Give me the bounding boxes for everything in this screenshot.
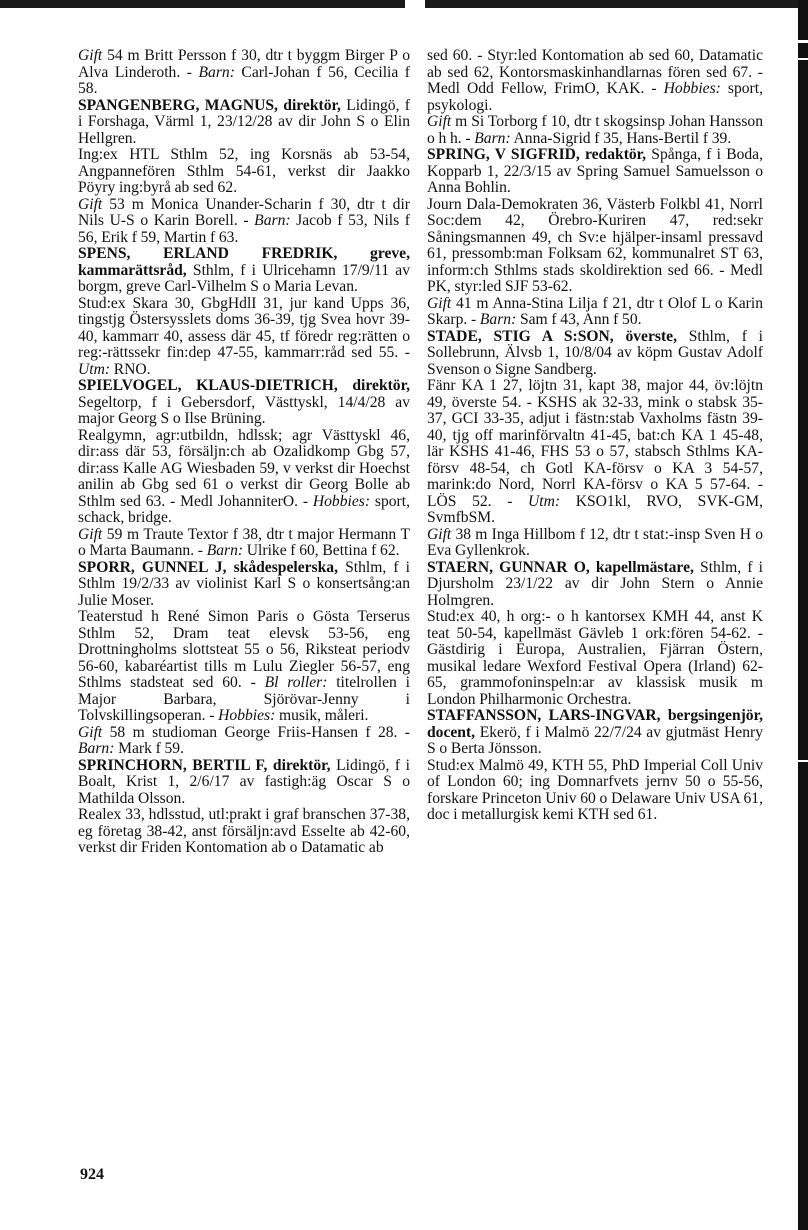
- entry-text: Realex 33, hdlsstud, utl:prakt i graf branschen 37-38, eg företag 38-42, anst försäljn:avd Esselte ab 42-60, verkst dir Friden Kontomation ab o Datamatic ab: [78, 806, 410, 856]
- entry-name-title: STAERN, GUNNAR O, kapellmästare,: [427, 558, 694, 576]
- entry-text: titelrollen i Major Barbara, Sjörövar-Jenny i Tolvskillingsoperan. -: [78, 674, 410, 724]
- entry-text: Teaterstud h René Simon Paris o Gösta Terserus Sthlm 52, Dram teat elevsk 53-56, eng Drottningholms slottsteat 55 o 56, Riksteat periodv 56-60, kabaréartist tills m Lulu Ziegler 56-57, eng Sthlms stadsteat sed 60. -: [78, 608, 410, 691]
- entry-name-title: SPORR, GUNNEL J, skådespelerska,: [78, 558, 338, 576]
- entry-text: Sthlm, f i Ulricehamn 17/9/11 av borgm, greve Carl-Vilhelm S o Maria Levan.: [78, 261, 410, 295]
- entry-text: Mark f 59.: [114, 740, 184, 757]
- scan-edge-gap: [405, 0, 425, 8]
- scan-edge-notch: [798, 40, 808, 43]
- entry-heading-paragraph: [427, 560, 763, 610]
- scan-edge-notch: [798, 760, 808, 762]
- page-scan-edge-top: [0, 0, 808, 8]
- entry-paragraph: [78, 296, 410, 379]
- entry-text: Anna-Sigrid f 35, Hans-Bertil f 39.: [510, 129, 732, 147]
- entry-paragraph: [427, 114, 763, 147]
- entry-text: Fänr KA 1 27, löjtn 31, kapt 38, major 44, öv:löjtn 49, överste 54. - KSHS ak 32-33, mink o stabsk 35-37, GCI 33-35, adjut i fästn:stab Vaxholms fästn 39-40, tjg off marinförvaltn 41-45, bat:ch KA 1 45-48, lär KSHS 41-46, FHS 53 o 57, stabsch Sthlms KA-försv 48-54, ch Gotl KA-försv o KA 3 54-57, marink:do Nord, Norrl KA-försv o KA 5 57-64. - LÖS 52. -: [427, 377, 763, 510]
- entry-name-title: SPIELVOGEL, KLAUS-DIETRICH, direktör,: [78, 377, 410, 394]
- entry-heading-paragraph: [427, 329, 763, 379]
- italic-label: Gift: [427, 294, 452, 312]
- entry-paragraph: [427, 378, 763, 527]
- italic-label: Gift: [78, 195, 103, 213]
- entry-name-title: STADE, STIG A S:SON, överste,: [427, 327, 677, 345]
- entry-text: KSO1kl, RVO, SVK-GM, SvmfbSM.: [427, 492, 763, 526]
- italic-label: Utm:: [528, 492, 561, 510]
- entry-text: Sam f 43, Ann f 50.: [516, 311, 642, 328]
- entry-paragraph: [427, 48, 763, 114]
- entry-text: Sthlm, f i Sollebrunn, Älvsb 1, 10/8/04 av köpm Gustav Adolf Svenson o Signe Sandberg.: [427, 327, 763, 378]
- entry-text: Segeltorp, f i Gebersdorf, Västtyskl, 14/4/28 av major Georg S o Ilse Brüning.: [78, 393, 410, 427]
- italic-label: Gift: [78, 47, 103, 64]
- entry-text: 41 m Anna-Stina Lilja f 21, dtr t Olof L o Karin Skarp. -: [427, 294, 763, 328]
- entry-text: Carl-Johan f 56, Cecilia f 58.: [78, 63, 411, 97]
- entry-text: 53 m Monica Unander-Scharin f 30, dtr t dir Nils U-S o Karin Borell. -: [78, 195, 410, 229]
- entry-text: sport, psykologi.: [427, 80, 763, 114]
- entry-heading-paragraph: [78, 378, 410, 428]
- entry-text: Stud:ex 40, h org:- o h kantorsex KMH 44, anst K teat 50-54, kapellmäst Gävleb 1 ork:fören 54-62. - Gästdirig i Europa, Australien, Fjärran Östern, musikal ledare Wexford Festival Opera (Irland) 62-65, grammofoninspeln:ar av klassisk musik m London Philharmonic Orchestra.: [427, 608, 763, 708]
- entry-paragraph: [78, 807, 410, 857]
- page-number: 924: [80, 1166, 104, 1183]
- entry-name-title: STAFFANSSON, LARS-INGVAR, bergsingenjör, docent,: [427, 707, 763, 741]
- entry-text: Stud:ex Malmö 49, KTH 55, PhD Imperial Coll Univ of London 60; ing Domnarfvets jernv 50 o 55-56, forskare Princeton Univ 60 o Delaware Univ USA 61, doc i metallurgisk kemi KTH sed 61.: [427, 756, 763, 823]
- right-column: [427, 48, 763, 824]
- entry-text: 58 m studioman George Friis-Hansen f 28. -: [102, 723, 410, 741]
- entry-text: Journ Dala-Demokraten 36, Västerb Folkbl 41, Norrl Soc:dem 42, Örebro-Kuriren 47, red:sekr Såningsmannen 49, ch Sv:e hjälper-insaml pressavd 61, pressomb:man Folksam 62, kommunalret ST 63, inform:ch Sthlms stads skoldirektion sed 66. - Medl PK, styr:led SJF 53-62.: [427, 195, 763, 295]
- entry-text: 59 m Traute Textor f 38, dtr t major Hermann T o Marta Baumann. -: [78, 525, 410, 559]
- entry-text: 54 m Britt Persson f 30, dtr t byggm Birger P o Alva Linderoth. -: [78, 47, 410, 81]
- italic-label: Barn:: [198, 63, 235, 81]
- entry-text: musik, måleri.: [275, 707, 369, 724]
- italic-label: Bl roller:: [264, 674, 328, 691]
- entry-paragraph: [78, 609, 410, 725]
- entry-paragraph: [78, 48, 410, 98]
- italic-label: Barn:: [479, 311, 517, 328]
- italic-label: Gift: [78, 525, 103, 543]
- entry-heading-paragraph: [427, 147, 763, 197]
- italic-label: Gift: [427, 525, 452, 543]
- entry-name-title: SPENS, ERLAND FREDRIK, greve, kammarättsråd,: [78, 245, 410, 279]
- entry-paragraph: [427, 609, 763, 708]
- entry-paragraph: [78, 428, 410, 527]
- entry-text: sed 60. - Styr:led Kontomation ab sed 60, Datamatic ab sed 62, Kontorsmaskinhandlarnas fören sed 67. - Medl Odd Fellow, FrimO, KAK. -: [427, 47, 763, 97]
- page-scan-edge-right: [798, 0, 808, 1230]
- italic-label: Hobbies:: [218, 707, 276, 724]
- entry-text: Lidingö, f i Boalt, Krist 1, 2/6/17 av fastigh:äg Oscar S o Mathilda Olsson.: [78, 756, 410, 807]
- entry-paragraph: [427, 296, 763, 329]
- left-column: [78, 48, 410, 857]
- italic-label: Gift: [427, 113, 452, 130]
- entry-text: RNO.: [110, 360, 151, 378]
- entry-heading-paragraph: [427, 708, 763, 758]
- entry-text: Ulrike f 60, Bettina f 62.: [243, 542, 400, 559]
- entry-text: sport, schack, bridge.: [78, 492, 410, 526]
- entry-heading-paragraph: [78, 758, 410, 808]
- italic-label: Barn:: [474, 129, 511, 147]
- italic-label: Gift: [78, 723, 103, 741]
- entry-heading-paragraph: [78, 246, 410, 296]
- italic-label: Barn:: [254, 212, 291, 229]
- entry-paragraph: [78, 725, 410, 758]
- entry-name-title: SPRING, V SIGFRID, redaktör,: [427, 146, 647, 163]
- entry-text: Ekerö, f i Malmö 22/7/24 av gjutmäst Henry S o Berta Jönsson.: [427, 723, 763, 757]
- entry-text: Realgymn, agr:utbildn, hdlssk; agr Västtyskl 46, dir:ass där 53, försäljn:ch ab Ozalidkomp Gbg 57, dir:ass Kalle AG Wiesbaden 59, v verkst dir Hoechst anilin ab Gbg sed 61 o verkst dir Georg Bolle ab Sthlm sed 63. - Medl JohanniterO. -: [78, 426, 410, 510]
- entry-text: 38 m Inga Hillbom f 12, dtr t stat:-insp Sven H o Eva Gyllenkrok.: [427, 525, 763, 559]
- entry-paragraph: [427, 197, 763, 296]
- entry-name-title: SPRINCHORN, BERTIL F, direktör,: [78, 756, 331, 774]
- italic-label: Utm:: [78, 360, 111, 378]
- entry-paragraph: [78, 147, 410, 197]
- entry-text: Sthlm, f i Djursholm 23/1/22 av dir John Stern o Annie Holmgren.: [427, 558, 763, 609]
- entry-heading-paragraph: [78, 98, 410, 148]
- entry-paragraph: [78, 197, 410, 247]
- entry-text: Sthlm, f i Sthlm 19/2/33 av violinist Karl S o konsertsång:an Julie Moser.: [78, 558, 410, 609]
- entry-text: Jacob f 53, Nils f 56, Erik f 59, Martin f 63.: [78, 212, 410, 246]
- entry-text: Ing:ex HTL Sthlm 52, ing Korsnäs ab 53-54, Angpannefören Sthlm 54-61, verkst dir Jaakko Pöyry ing:byrå ab sed 62.: [78, 146, 410, 196]
- entry-paragraph: [78, 527, 410, 560]
- entry-text: Lidingö, f i Forshaga, Värml 1, 23/12/28 av dir John S o Elin Hellgren.: [78, 96, 410, 147]
- italic-label: Hobbies:: [312, 492, 371, 510]
- entry-text: m Si Torborg f 10, dtr t skogsinsp Johan Hansson o h h. -: [427, 113, 763, 147]
- entry-text: Spånga, f i Boda, Kopparb 1, 22/3/15 av Spring Samuel Samuelsson o Anna Bohlin.: [427, 146, 764, 196]
- entry-paragraph: [427, 758, 763, 824]
- italic-label: Hobbies:: [663, 80, 721, 97]
- entry-paragraph: [427, 527, 763, 560]
- italic-label: Barn:: [206, 542, 244, 559]
- entry-name-title: SPANGENBERG, MAGNUS, direktör,: [78, 96, 341, 114]
- entry-text: Stud:ex Skara 30, GbgHdlI 31, jur kand Upps 36, tingstjg Östersysslets doms 36-39, tjg Svea hovr 39-40, kammarr 40, assess där 45, tf föredr reg:rätten o reg:-rättssekr fin:dep 47-55, kammarr:råd sed 55. -: [78, 294, 410, 361]
- italic-label: Barn:: [78, 740, 115, 757]
- entry-heading-paragraph: [78, 560, 410, 610]
- scan-edge-notch: [798, 58, 808, 60]
